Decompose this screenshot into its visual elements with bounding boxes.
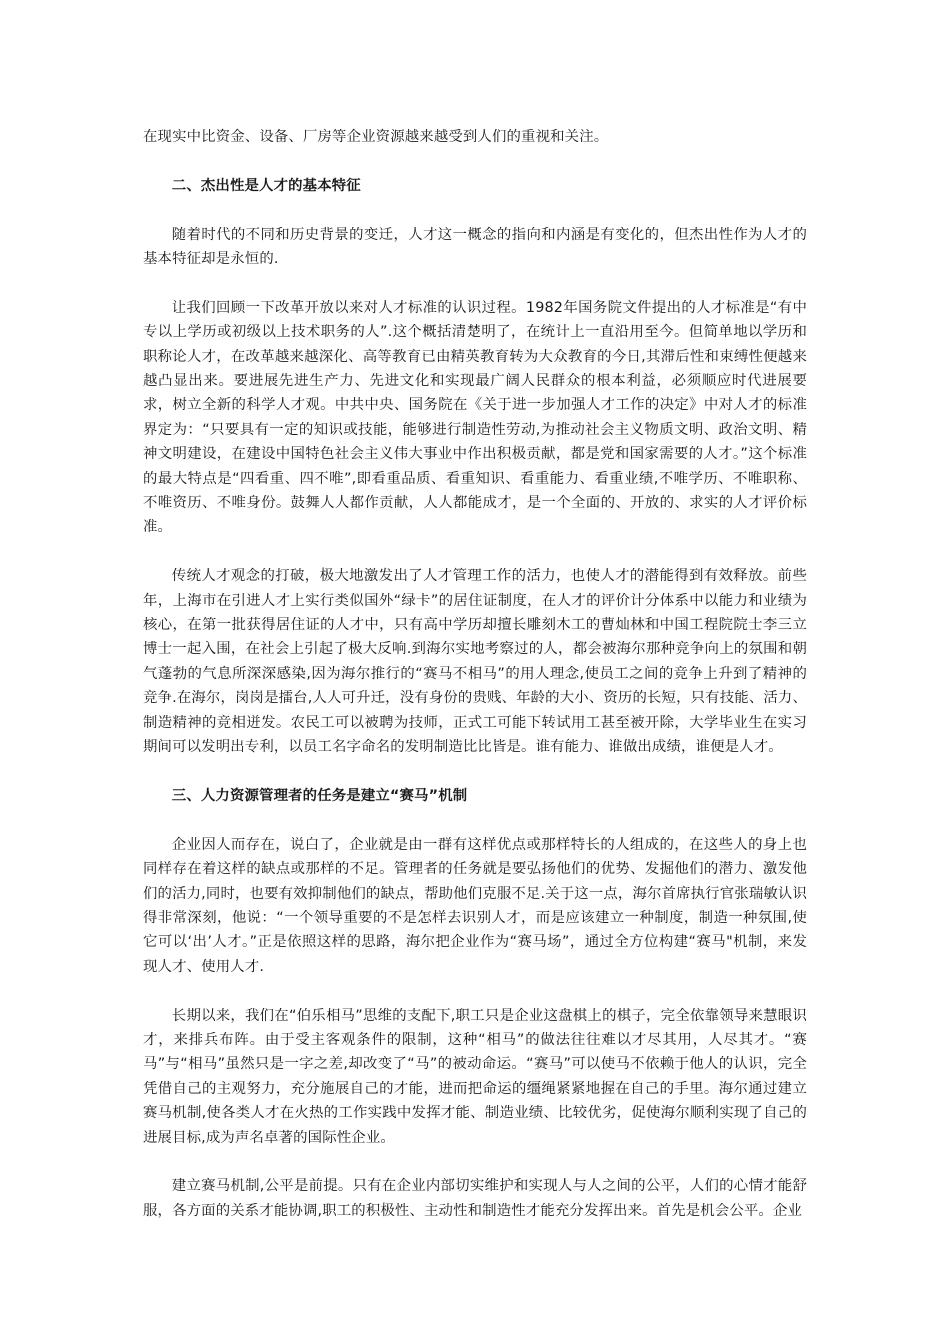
paragraph-continuation: 在现实中比资金、设备、厂房等企业资源越来越受到人们的重视和关注。 bbox=[143, 129, 609, 145]
paragraph-5: 长期以来，我们在“伯乐相马”思维的支配下,职工只是企业这盘棋上的棋子，完全依靠领导来慧眼识才，来排兵布阵。由于受主客观条件的限制，这种“相马”的做法往往难以才尽其用，人尽其才。“赛马”与“相马”虽然只是一字之差,却改变了“马”的被动命运。“赛马”可以使马不依赖于他人的认识，完全凭借自己的主观努力，充分施展自己的才能，进而把命运的缰绳紧紧地握在自己的手里。海尔通过建立赛马机制,使各类人才在火热的工作实践中发挥才能、制造业绩、比较优劣，促使海尔顺利实现了自己的进展目标,成为声名卓著的国际性企业。 bbox=[143, 1007, 807, 1146]
paragraph-3: 传统人才观念的打破，极大地激发出了人才管理工作的活力，也使人才的潜能得到有效释放。前些年，上海市在引进人才上实行类似国外“绿卡”的居住证制度，在人才的评价计分体系中以能力和业绩为核心，在第一批获得居住证的人才中，只有高中学历却擅长雕刻木工的曹灿林和中国工程院院士李三立博士一起入围，在社会上引起了极大反响.到海尔实地考察过的人，都会被海尔那种竞争向上的氛围和朝气蓬勃的气息所深深感染,因为海尔推行的“赛马不相马”的用人理念,使员工之间的竞争上升到了精神的竞争.在海尔，岗岗是擂台,人人可升迁，没有身份的贵贱、年龄的大小、资历的长短，只有技能、活力、制造精神的竞相迸发。农民工可以被聘为技师，正式工可能下转试用工甚至被开除，大学毕业生在实习期间可以发明出专利，以员工名字命名的发明制造比比皆是。谁有能力、谁做出成绩，谁便是人才。 bbox=[143, 568, 807, 756]
section-heading-3: 三、人力资源管理者的任务是建立“赛马”机制 bbox=[171, 787, 468, 804]
paragraph-1: 随着时代的不同和历史背景的变迁，人才这一概念的指向和内涵是有变化的，但杰出性作为人才的基本特征却是永恒的. bbox=[143, 226, 807, 267]
paragraph-6: 建立赛马机制,公平是前提。只有在企业内部切实维护和实现人与人之间的公平，人们的心情才能舒服，各方面的关系才能协调,职工的积极性、主动性和制造性才能充分发挥出来。首先是机会公平。企业 bbox=[143, 1178, 807, 1219]
section-heading-2: 二、杰出性是人才的基本特征 bbox=[171, 177, 361, 194]
paragraph-4: 企业因人而存在，说白了，企业就是由一群有这样优点或那样特长的人组成的，在这些人的身上也同样存在着这样的缺点或那样的不足。管理者的任务就是要弘扬他们的优势、发掘他们的潜力、激发他们的活力,同时，也要有效抑制他们的缺点，帮助他们克服不足.关于这一点，海尔首席执行官张瑞敏认识得非常深刻，他说：“一个领导重要的不是怎样去识别人才，而是应该建立一种制度，制造一种氛围,使它可以‘出’人才。”正是依照这样的思路，海尔把企业作为“赛马场”，通过全方位构建“赛马"机制，来发现人才、使用人才. bbox=[143, 836, 807, 975]
paragraph-2: 让我们回顾一下改革开放以来对人才标准的认识过程。1982年国务院文件提出的人才标准是“有中专以上学历或初级以上技术职务的人”.这个概括清楚明了，在统计上一直沿用至今。但简单地以学历和职称论人才，在改革越来越深化、高等教育已由精英教育转为大众教育的今日,其滞后性和束缚性便越来越凸显出来。要进展先进生产力、先进文化和实现最广阔人民群众的根本利益，必须顺应时代进展要求，树立全新的科学人才观。中共中央、国务院在《关于进一步加强人才工作的决定》中对人才的标准界定为：“只要具有一定的知识或技能，能够进行制造性劳动,为推动社会主义物质文明、政治文明、精神文明建设，在建设中国特色社会主义伟大事业中作出积极贡献，都是党和国家需要的人才。”这个标准的最大特点是“四看重、四不唯”,即看重品质、看重知识、看重能力、看重业绩,不唯学历、不唯职称、不唯资历、不唯身份。鼓舞人人都作贡献，人人都能成才，是一个全面的、开放的、求实的人才评价标准。 bbox=[143, 299, 807, 536]
document-page bbox=[143, 125, 807, 1223]
